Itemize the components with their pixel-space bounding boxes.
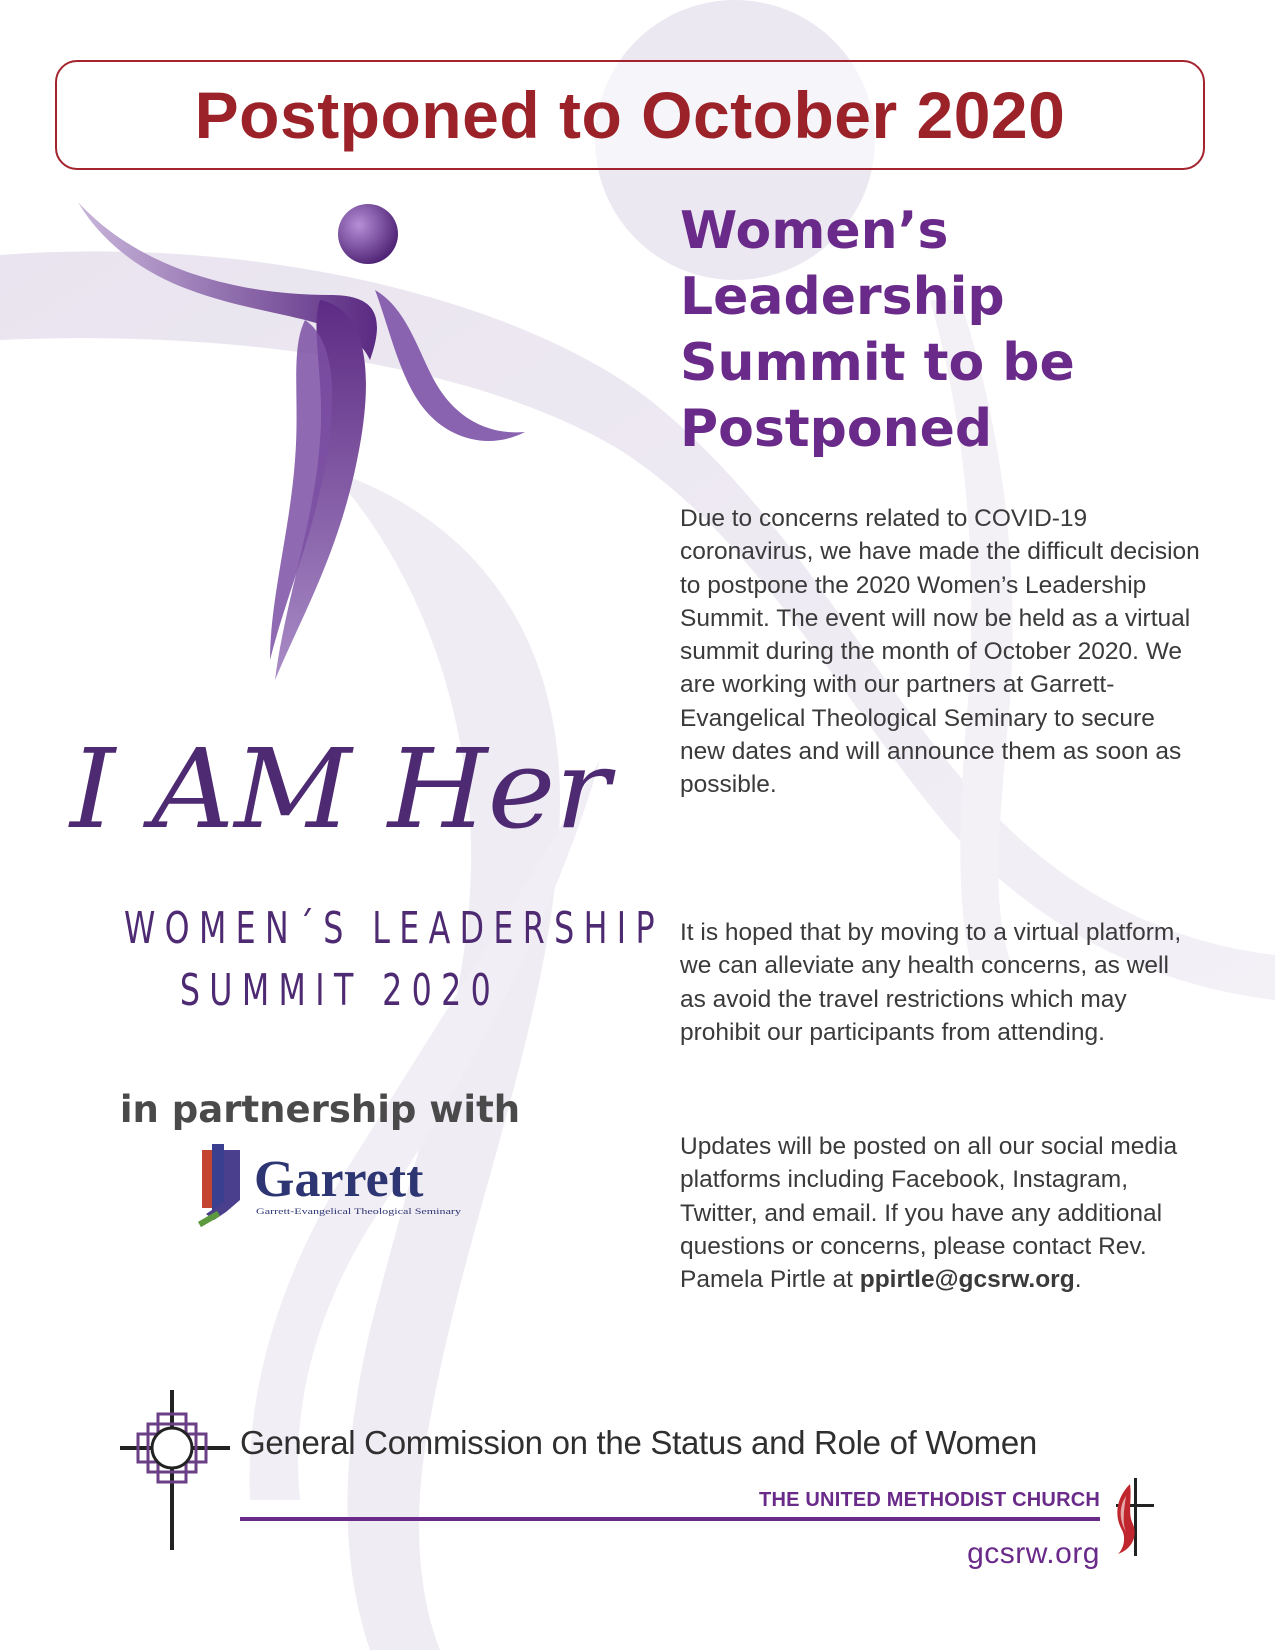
- cross-and-flame-icon: [1108, 1478, 1154, 1556]
- contact-email-link[interactable]: ppirtle@gcsrw.org: [859, 1266, 1075, 1294]
- postponed-banner: [55, 60, 1205, 170]
- summit-name: [40, 898, 664, 1022]
- headline: Women’s Leadership Summit to be Postponed: [680, 201, 1075, 459]
- body-paragraph-3-text: Updates will be posted on all our social media platforms including Facebook, Instagram, Twitter, and email. If you have any additional questions or concerns, please contact Rev. Pamela Pirtle at: [680, 1133, 1178, 1294]
- umc-label: THE UNITED METHODIST CHURCH: [759, 1489, 1100, 1511]
- website-link[interactable]: gcsrw.org: [967, 1537, 1100, 1570]
- summit-line-2: SUMMIT 2020: [179, 965, 501, 1016]
- body-paragraph-3: [680, 1130, 1200, 1296]
- partnership-label: in partnership with: [119, 1088, 521, 1131]
- garrett-subtitle: Garrett-Evangelical Theological Seminary: [256, 1206, 463, 1216]
- body-paragraph-2: It is hoped that by moving to a virtual platform, we can alleviate any health concerns, as well as avoid the travel restrictions which may prohibit our participants from attending.: [680, 919, 1182, 1046]
- banner-text: Postponed to October 2020: [194, 78, 1066, 152]
- gcsrw-org-name: General Commission on the Status and Role of Women: [240, 1424, 1037, 1461]
- summit-line-1: WOMEN´S LEADERSHIP: [123, 903, 664, 954]
- garrett-mark-blue-bar: [212, 1144, 224, 1210]
- garrett-wordmark: Garrett: [254, 1151, 424, 1208]
- i-am-her-script-title: [60, 712, 630, 862]
- garrett-logo: [196, 1140, 476, 1240]
- garrett-mark-red-bar: [202, 1150, 212, 1208]
- script-title-text: I AM Her: [67, 725, 617, 853]
- body-paragraph-1: Due to concerns related to COVID-19 coronavirus, we have made the difficult decision to postpone the 2020 Women’s Leadership Summit. The event will now be held as a virtual summit during the month of October 2020. We are working with our partners at Garrett-Evangelical Theological Seminary to secure new dates and will announce them as soon as possible.: [680, 505, 1200, 799]
- footer-divider: [240, 1517, 1100, 1521]
- dancer-figure-logo: [70, 200, 550, 700]
- gcsrw-cross-icon: [120, 1390, 230, 1550]
- body-paragraph-3-end: .: [1074, 1266, 1082, 1294]
